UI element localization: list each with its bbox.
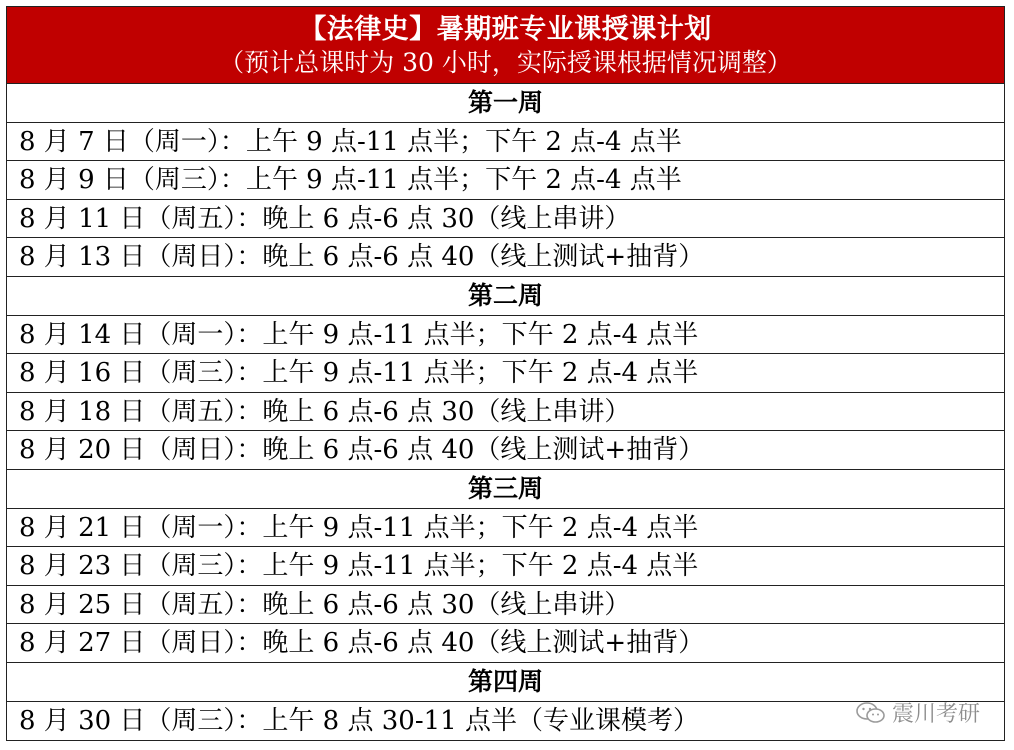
schedule-row: 8 月 13 日（周日）：晚上 6 点-6 点 40（线上测试+抽背） (7, 238, 1004, 277)
week-heading-2: 第二周 (7, 277, 1004, 316)
schedule-row: 8 月 30 日（周三）：上午 8 点 30-11 点半（专业课模考） (19, 705, 699, 736)
watermark-text: 震川考研 (891, 702, 980, 727)
schedule-table (6, 6, 1005, 741)
schedule-row: 8 月 27 日（周日）：晚上 6 点-6 点 40（线上测试+抽背） (7, 624, 1004, 663)
schedule-row: 8 月 23 日（周三）：上午 9 点-11 点半；下午 2 点-4 点半 (7, 547, 1004, 586)
week-heading-1: 第一周 (7, 84, 1004, 123)
page-title: 【法律史】暑期班专业课授课计划 (299, 14, 712, 45)
schedule-row: 8 月 9 日（周三）：上午 9 点-11 点半；下午 2 点-4 点半 (7, 161, 1004, 200)
schedule-row: 8 月 7 日（周一）：上午 9 点-11 点半；下午 2 点-4 点半 (7, 123, 1004, 162)
watermark (856, 697, 980, 728)
week-heading-4: 第四周 (7, 663, 1004, 702)
schedule-row: 8 月 20 日（周日）：晚上 6 点-6 点 40（线上测试+抽背） (7, 431, 1004, 470)
table-header (7, 7, 1004, 84)
schedule-row: 8 月 18 日（周五）：晚上 6 点-6 点 30（线上串讲） (7, 393, 1004, 432)
schedule-row: 8 月 25 日（周五）：晚上 6 点-6 点 30（线上串讲） (7, 586, 1004, 625)
wechat-icon (856, 702, 886, 724)
schedule-row: 8 月 21 日（周一）：上午 9 点-11 点半；下午 2 点-4 点半 (7, 509, 1004, 548)
page-subtitle: （预计总课时为 30 小时，实际授课根据情况调整） (219, 48, 792, 77)
week-heading-3: 第三周 (7, 470, 1004, 509)
schedule-row: 8 月 14 日（周一）：上午 9 点-11 点半；下午 2 点-4 点半 (7, 316, 1004, 355)
schedule-row: 8 月 16 日（周三）：上午 9 点-11 点半；下午 2 点-4 点半 (7, 354, 1004, 393)
schedule-row: 8 月 11 日（周五）：晚上 6 点-6 点 30（线上串讲） (7, 200, 1004, 239)
